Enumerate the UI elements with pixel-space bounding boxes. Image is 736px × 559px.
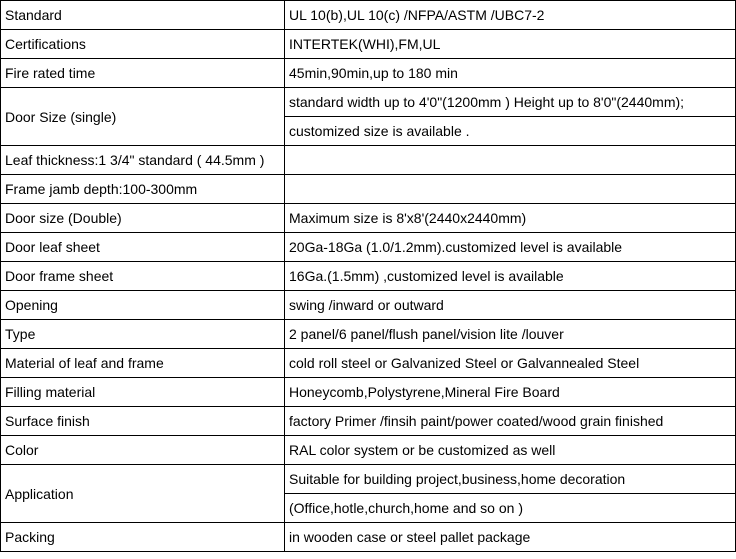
row-value: standard width up to 4'0"(1200mm ) Height up to 8'0"(2440mm); xyxy=(285,88,736,117)
table-row xyxy=(1,146,736,175)
table-row xyxy=(1,233,736,262)
row-label: Door size (Double) xyxy=(1,204,285,233)
row-label: Leaf thickness:1 3/4" standard ( 44.5mm ) xyxy=(1,146,285,175)
table-row xyxy=(1,30,736,59)
table-row xyxy=(1,204,736,233)
row-label: Standard xyxy=(1,1,285,30)
row-value: 2 panel/6 panel/flush panel/vision lite /louver xyxy=(285,320,736,349)
table-row xyxy=(1,175,736,204)
table-row xyxy=(1,465,736,494)
row-label: Color xyxy=(1,436,285,465)
row-value: RAL color system or be customized as well xyxy=(285,436,736,465)
row-label: Door frame sheet xyxy=(1,262,285,291)
row-value: factory Primer /finsih paint/power coated/wood grain finished xyxy=(285,407,736,436)
row-value: 16Ga.(1.5mm) ,customized level is available xyxy=(285,262,736,291)
row-value xyxy=(285,175,736,204)
table-row xyxy=(1,1,736,30)
row-label: Material of leaf and frame xyxy=(1,349,285,378)
table-row xyxy=(1,523,736,552)
table-row xyxy=(1,436,736,465)
row-label: Filling material xyxy=(1,378,285,407)
table-row xyxy=(1,262,736,291)
row-value xyxy=(285,146,736,175)
row-value: customized size is available . xyxy=(285,117,736,146)
row-label: Door leaf sheet xyxy=(1,233,285,262)
row-label: Opening xyxy=(1,291,285,320)
row-value: 20Ga-18Ga (1.0/1.2mm).customized level is available xyxy=(285,233,736,262)
row-label: Fire rated time xyxy=(1,59,285,88)
row-value: UL 10(b),UL 10(c) /NFPA/ASTM /UBC7-2 xyxy=(285,1,736,30)
row-label: Surface finish xyxy=(1,407,285,436)
row-label: Door Size (single) xyxy=(1,88,285,146)
row-label: Packing xyxy=(1,523,285,552)
table-row xyxy=(1,320,736,349)
table-row xyxy=(1,59,736,88)
spec-table-body xyxy=(1,1,736,552)
row-label: Certifications xyxy=(1,30,285,59)
row-value: Maximum size is 8'x8'(2440x2440mm) xyxy=(285,204,736,233)
row-label: Type xyxy=(1,320,285,349)
table-row xyxy=(1,291,736,320)
row-value: 45min,90min,up to 180 min xyxy=(285,59,736,88)
table-row xyxy=(1,349,736,378)
row-value: INTERTEK(WHI),FM,UL xyxy=(285,30,736,59)
row-value: (Office,hotle,church,home and so on ) xyxy=(285,494,736,523)
row-label: Application xyxy=(1,465,285,523)
row-label: Frame jamb depth:100-300mm xyxy=(1,175,285,204)
table-row xyxy=(1,378,736,407)
table-row xyxy=(1,407,736,436)
row-value: Honeycomb,Polystyrene,Mineral Fire Board xyxy=(285,378,736,407)
row-value: swing /inward or outward xyxy=(285,291,736,320)
row-value: Suitable for building project,business,home decoration xyxy=(285,465,736,494)
row-value: in wooden case or steel pallet package xyxy=(285,523,736,552)
row-value: cold roll steel or Galvanized Steel or Galvannealed Steel xyxy=(285,349,736,378)
table-row xyxy=(1,88,736,117)
